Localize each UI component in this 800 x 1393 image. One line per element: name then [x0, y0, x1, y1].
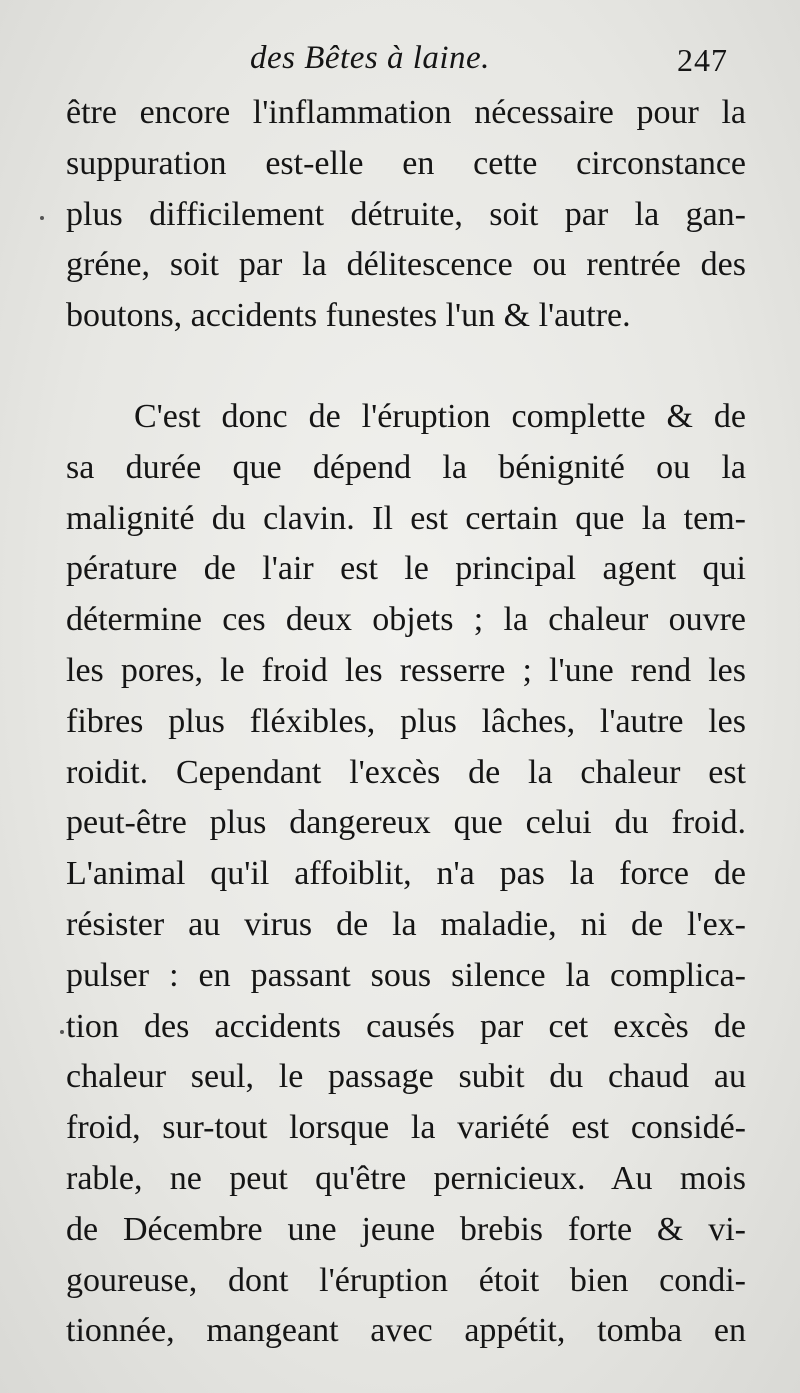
- text-line: malignité du clavin. Il est certain que la tem-: [66, 499, 746, 537]
- text-line: résister au virus de la maladie, ni de l'ex-: [66, 905, 746, 943]
- body-text: [66, 88, 746, 1357]
- text-line: L'animal qu'il affoiblit, n'a pas la force de: [66, 855, 746, 893]
- text-line: gréne, soit par la délitescence ou rentrée des: [66, 246, 746, 284]
- text-line: de Décembre une jeune brebis forte & vi-: [66, 1210, 746, 1248]
- page-header: [0, 34, 800, 84]
- text-line: pulser : en passant sous silence la complica-: [66, 956, 746, 994]
- text-line: peut-être plus dangereux que celui du froid.: [66, 804, 746, 842]
- text-line: chaleur seul, le passage subit du chaud au: [66, 1058, 746, 1096]
- text-line: pérature de l'air est le principal agent qui: [66, 550, 746, 588]
- paragraph-break: [66, 342, 746, 392]
- running-title: des Bêtes à laine.: [250, 40, 490, 76]
- text-line: froid, sur-tout lorsque la variété est considé-: [66, 1109, 746, 1147]
- page-number: 247: [677, 42, 728, 78]
- text-line: C'est donc de l'éruption complette & de: [134, 397, 746, 435]
- text-line: plus difficilement détruite, soit par la gan-: [66, 195, 746, 233]
- text-line: goureuse, dont l'éruption étoit bien condi-: [66, 1261, 746, 1299]
- text-line: rable, ne peut qu'être pernicieux. Au mois: [66, 1159, 746, 1197]
- text-line: détermine ces deux objets ; la chaleur ouvre: [66, 601, 746, 639]
- text-line: boutons, accidents funestes l'un & l'autre.: [66, 297, 631, 335]
- text-line: les pores, le froid les resserre ; l'une rend les: [66, 651, 746, 689]
- margin-mark: [40, 216, 44, 220]
- text-line: être encore l'inflammation nécessaire pour la: [66, 94, 746, 131]
- text-line: roidit. Cependant l'excès de la chaleur est: [66, 753, 746, 791]
- text-line: suppuration est-elle en cette circonstance: [66, 144, 746, 182]
- text-line: tionnée, mangeant avec appétit, tomba en: [66, 1312, 746, 1350]
- margin-mark: [60, 1030, 64, 1034]
- text-line: sa durée que dépend la bénignité ou la: [66, 448, 746, 486]
- text-line: tion des accidents causés par cet excès de: [66, 1007, 746, 1045]
- text-line: fibres plus fléxibles, plus lâches, l'autre les: [66, 702, 746, 740]
